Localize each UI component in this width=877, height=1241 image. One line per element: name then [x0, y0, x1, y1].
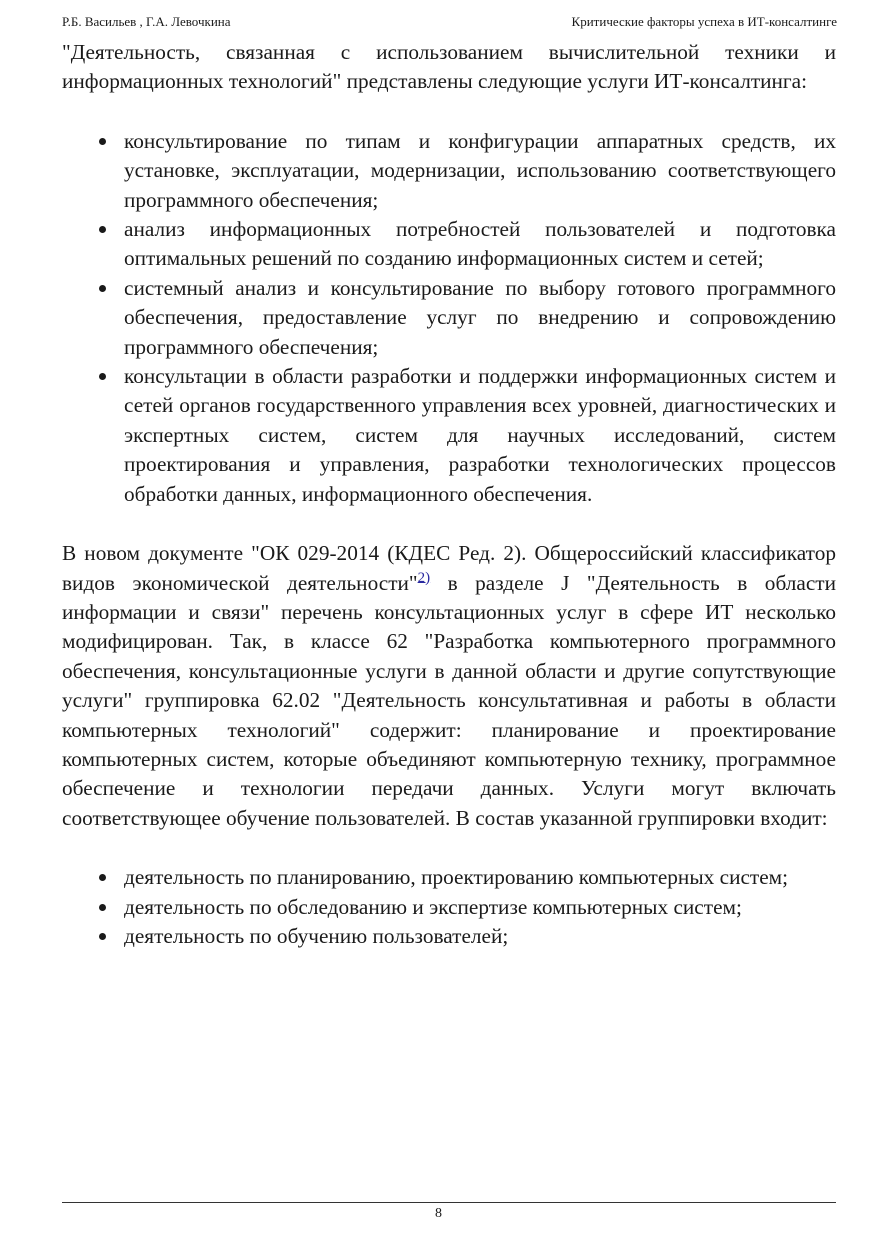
header-title: Критические факторы успеха в ИТ-консалтинге — [571, 14, 837, 29]
list-item — [62, 215, 836, 274]
intro-paragraph: "Деятельность, связанная с использованием вычислительной техники и информационных технологий" представлены следующие услуги ИТ-консалтинга: — [62, 40, 836, 94]
list-item — [62, 127, 836, 215]
bullet-icon — [99, 373, 106, 380]
services-list — [62, 127, 836, 509]
header-authors: Р.Б. Васильев , Г.А. Левочкина — [62, 14, 231, 29]
bullet-icon — [99, 285, 106, 292]
list-item-text: консультации в области разработки и поддержки информационных систем и сетей органов государственного управления всех уровней, диагностических и экспертных систем, систем для научных исследований, систем проектирования и управления, разработки технологических процессов обработки данных, информационного обеспечения. — [124, 364, 836, 506]
list-item — [62, 362, 836, 509]
list-item — [62, 893, 836, 922]
footnote-link[interactable]: 2) — [417, 569, 431, 586]
bullet-icon — [99, 904, 106, 911]
bullet-icon — [99, 226, 106, 233]
grouping-list — [62, 863, 836, 951]
classifier-text-part1: В новом документе "ОК 029-2014 (КДЕС Ред. 2). Общероссийский классификатор видов экономической деятельности" — [62, 541, 836, 595]
classifier-text-part2: в разделе J "Деятельность в области информации и связи" перечень консультационных услуг в сфере ИТ несколько модифицирован. Так, в классе 62 "Разработка компьютерного программного обеспечения, консультационные услуги в данной области и другие сопутствующие услуги" группировка 62.02 "Деятельность консультативная и работы в области компьютерных технологий" содержит: планирование и проектирование компьютерных систем, которые объединяют компьютерную технику, программное обеспечение и технологии передачи данных. Услуги могут включать соответствующее обучение пользователей. В состав указанной группировки входит: — [62, 570, 836, 830]
list-item — [62, 863, 836, 892]
page-content — [62, 38, 836, 951]
list-item — [62, 274, 836, 362]
classifier-paragraph — [62, 539, 836, 833]
page-number: 8 — [435, 1206, 442, 1221]
footer-divider — [62, 1202, 836, 1203]
list-item-text: деятельность по планированию, проектированию компьютерных систем; — [124, 865, 789, 890]
bullet-icon — [99, 874, 106, 881]
list-item-text: деятельность по обследованию и экспертизе компьютерных систем; — [124, 894, 742, 919]
page-header — [62, 14, 837, 30]
bullet-icon — [99, 933, 106, 940]
bullet-icon — [99, 138, 106, 145]
list-item-text: системный анализ и консультирование по выбору готового программного обеспечения, предоставление услуг по внедрению и сопровождению программного обеспечения; — [124, 275, 836, 359]
list-item — [62, 922, 836, 951]
list-item-text: консультирование по типам и конфигурации аппаратных средств, их установке, эксплуатации, модернизации, использованию соответствующего программного обеспечения; — [124, 128, 836, 212]
list-item-text: деятельность по обучению пользователей; — [124, 923, 509, 948]
list-item-text: анализ информационных потребностей пользователей и подготовка оптимальных решений по созданию информационных систем и сетей; — [124, 217, 836, 271]
